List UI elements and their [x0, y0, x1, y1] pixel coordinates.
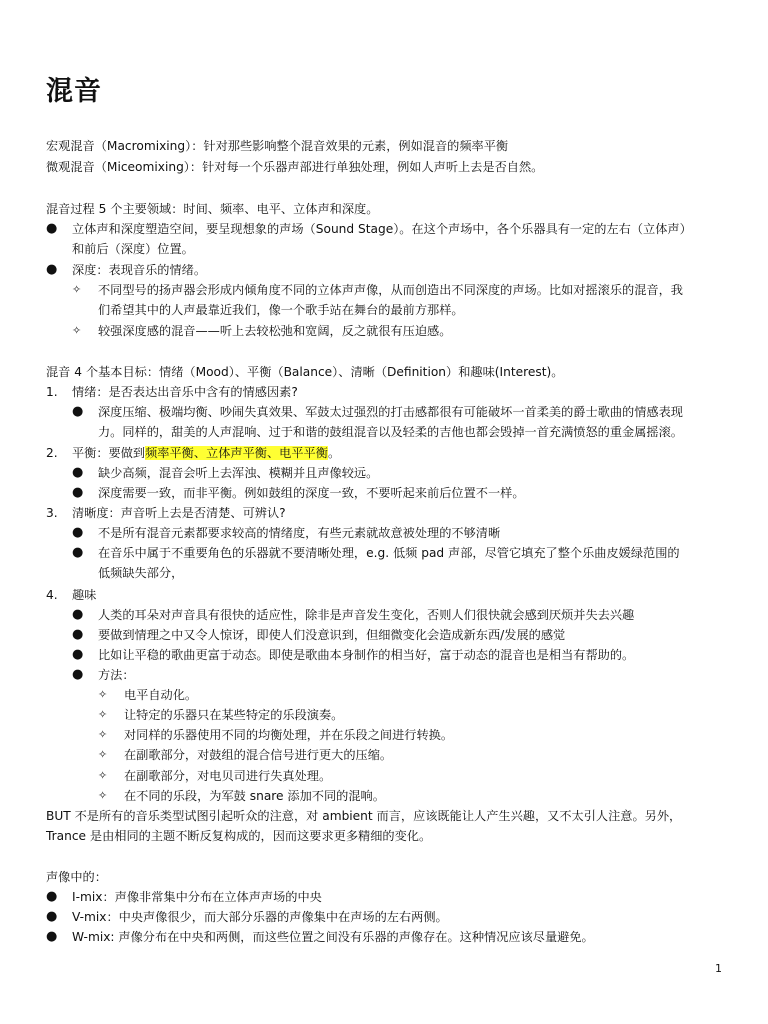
method-item — [98, 766, 758, 786]
list-item-text: 低频缺失部分， — [98, 566, 184, 580]
list-item-text: 深度需要一致，而非平衡。例如鼓组的深度一致，不要听起来前后位置不一样。 — [98, 486, 525, 500]
highlighted-text: 频率平衡、立体声平衡、电平平衡 — [145, 446, 328, 460]
number-marker: 1. — [46, 385, 58, 399]
process-heading: 混音过程 5 个主要领域：时间、频率、电平、立体声和深度。 — [46, 202, 379, 216]
list-item-text: W-mix: 声像分布在中央和两侧，而这些位置之间没有乐器的声像存在。这种情况应该尽量避免。 — [72, 930, 594, 944]
numbered-item-text: 清晰度：声音听上去是否清楚、可辨认? — [72, 506, 286, 520]
list-item — [46, 907, 706, 927]
numbered-item — [46, 443, 706, 463]
page-number: 1 — [715, 962, 722, 975]
list-item — [72, 665, 732, 685]
diamond-icon: ✧ — [72, 283, 82, 296]
list-item — [72, 645, 732, 665]
bullet-marker: ● — [46, 909, 58, 924]
method-item — [98, 786, 758, 806]
bullet-marker: ● — [72, 525, 84, 540]
method-item — [98, 725, 758, 745]
bullet-marker: ● — [72, 667, 84, 682]
bullet-marker: ● — [46, 262, 58, 277]
numbered-item-text: 情绪：是否表达出音乐中含有的情感因素? — [72, 385, 298, 399]
balance-suffix: 。 — [327, 446, 341, 460]
list-item — [72, 280, 732, 320]
bullet-marker: ● — [46, 889, 58, 904]
numbered-item — [46, 382, 706, 402]
list-item — [46, 927, 706, 947]
diamond-icon: ✧ — [98, 688, 108, 701]
numbered-item — [46, 503, 706, 523]
bullet-marker: ● — [72, 627, 84, 642]
list-item — [46, 260, 706, 280]
list-item-text: 缺少高频，混音会听上去浑浊、模糊并且声像较远。 — [98, 466, 379, 480]
number-marker: 2. — [46, 446, 58, 460]
list-item-text: 人类的耳朵对声音具有很快的适应性，除非是声音发生变化，否则人们很快就会感到厌烦并失去兴趣 — [98, 608, 635, 622]
list-item — [72, 463, 732, 483]
list-item — [72, 402, 732, 442]
list-item-text: 不是所有混音元素都要求较高的情绪度，有些元素就故意被处理的不够清晰 — [98, 526, 501, 540]
method-text: 电平自动化。 — [124, 688, 198, 702]
method-item — [98, 705, 758, 725]
panning-heading: 声像中的： — [46, 870, 107, 884]
but-paragraph-line: Trance 是由相同的主题不断反复构成的，因而这要求更多精细的变化。 — [46, 829, 432, 843]
list-item — [72, 321, 732, 341]
list-item-text: 们希望其中的人声最靠近我们，像一个歌手站在舞台的最前方那样。 — [98, 303, 464, 317]
bullet-marker: ● — [46, 929, 58, 944]
method-item — [98, 745, 758, 765]
diamond-icon: ✧ — [98, 708, 108, 721]
list-item — [46, 219, 706, 259]
method-text: 在副歌部分，对鼓组的混合信号进行更大的压缩。 — [124, 748, 393, 762]
number-marker: 3. — [46, 506, 58, 520]
bullet-marker: ● — [72, 465, 84, 480]
diamond-icon: ✧ — [72, 324, 82, 337]
diamond-icon: ✧ — [98, 748, 108, 761]
bullet-marker: ● — [72, 485, 84, 500]
list-item — [72, 483, 732, 503]
method-text: 在副歌部分，对电贝司进行失真处理。 — [124, 769, 332, 783]
goals-heading: 混音 4 个基本目标：情绪（Mood）、平衡（Balance）、清晰（Definition）和趣味(Interest)。 — [46, 365, 564, 379]
list-item-text: V-mix：中央声像很少，而大部分乐器的声像集中在声场的左右两侧。 — [72, 910, 448, 924]
method-text: 让特定的乐器只在某些特定的乐段演奏。 — [124, 708, 344, 722]
bullet-marker: ● — [72, 404, 84, 419]
list-item-text: 较强深度感的混音——听上去较松弛和宽阔，反之就很有压迫感。 — [98, 324, 452, 338]
method-item — [98, 685, 758, 705]
method-text: 对同样的乐器使用不同的均衡处理，并在乐段之间进行转换。 — [124, 728, 454, 742]
list-item-text: 要做到情理之中又令人惊讶，即使人们没意识到，但细微变化会造成新东西/发展的感觉 — [98, 628, 566, 642]
bullet-marker: ● — [72, 607, 84, 622]
list-item-text: 在音乐中属于不重要角色的乐器就不要清晰处理，e.g. 低频 pad 声部，尽管它填充了整个乐曲皮媛绿范围的 — [98, 546, 680, 560]
micro-definition: 微观混音（Miceomixing）：针对每一个乐器声部进行单独处理，例如人声听上去是否自然。 — [46, 160, 544, 174]
macro-definition: 宏观混音（Macromixing）：针对那些影响整个混音效果的元素，例如混音的频率平衡 — [46, 139, 509, 153]
bullet-marker: ● — [72, 647, 84, 662]
list-item-text: 力。同样的，甜美的人声混响、过于和谐的鼓组混音以及轻柔的吉他也都会毁掉一首充满愤怒的重金属摇滚。 — [98, 425, 683, 439]
but-paragraph-line: BUT 不是所有的音乐类型试图引起听众的注意，对 ambient 而言，应该既能让人产生兴趣，又不太引人注意。另外， — [46, 809, 682, 823]
list-item — [72, 543, 732, 583]
list-item-text: 不同型号的扬声器会形成内倾角度不同的立体声声像，从而创造出不同深度的声场。比如对摇滚乐的混音，我 — [98, 283, 683, 297]
page-title: 混音 — [46, 76, 102, 107]
numbered-item-text — [72, 443, 706, 463]
list-item-text: 方法： — [98, 668, 135, 682]
list-item-text: 深度压缩、极端均衡、吵闹失真效果、军鼓太过强烈的打击感都很有可能破坏一首柔美的爵士歌曲的情感表现 — [98, 405, 683, 419]
balance-prefix: 平衡：要做到 — [72, 446, 146, 460]
bullet-marker: ● — [72, 545, 84, 560]
number-marker: 4. — [46, 588, 58, 602]
list-item — [72, 605, 732, 625]
list-item — [72, 625, 732, 645]
method-text: 在不同的乐段，为军鼓 snare 添加不同的混响。 — [124, 789, 385, 803]
list-item-text: 比如让平稳的歌曲更富于动态。即使是歌曲本身制作的相当好，富于动态的混音也是相当有帮助的。 — [98, 648, 635, 662]
list-item — [72, 523, 732, 543]
numbered-item-text: 趣味 — [72, 588, 97, 602]
numbered-item — [46, 585, 706, 605]
list-item — [46, 887, 706, 907]
list-item-text: 和前后（深度）位置。 — [72, 242, 194, 256]
diamond-icon: ✧ — [98, 789, 108, 802]
diamond-icon: ✧ — [98, 769, 108, 782]
list-item-text: 深度：表现音乐的情绪。 — [72, 263, 207, 277]
bullet-marker: ● — [46, 221, 58, 236]
list-item-text: I-mix：声像非常集中分布在立体声声场的中央 — [72, 890, 322, 904]
list-item-text: 立体声和深度塑造空间，要呈现想象的声场（Sound Stage）。在这个声场中，各个乐器具有一定的左右（立体声） — [72, 222, 692, 236]
diamond-icon: ✧ — [98, 728, 108, 741]
